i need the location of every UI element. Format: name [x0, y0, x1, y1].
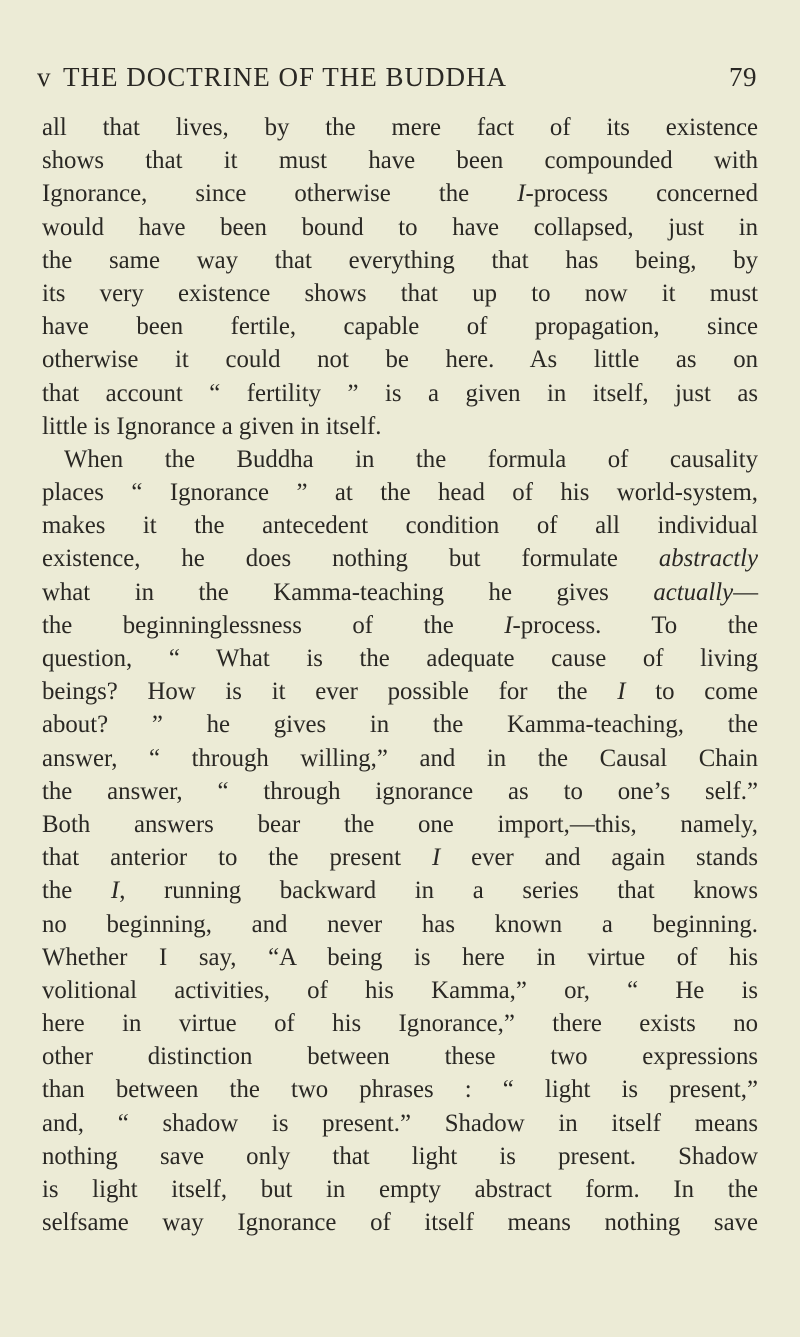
text-line — [42, 211, 758, 244]
text-segment: places “ Ignorance ” at the head of his world-system, — [42, 479, 758, 507]
text-segment: have been fertile, capable of propagation, since — [42, 313, 758, 341]
text-line — [42, 742, 758, 775]
text-segment: the answer, “ through ignorance as to one’s self.” — [42, 777, 758, 805]
text-line — [42, 443, 758, 476]
text-line — [42, 177, 758, 210]
text-line — [42, 111, 758, 144]
text-line — [42, 1206, 758, 1239]
text-segment: what in the Kamma-teaching he gives — [42, 578, 654, 606]
italic-segment: actually — [653, 578, 734, 606]
text-segment: than between the two phrases : “ light is present,” — [42, 1076, 758, 1104]
text-segment: — — [733, 578, 758, 606]
italic-segment: I — [517, 180, 526, 208]
text-segment: nothing save only that light is present. Shadow — [42, 1142, 758, 1170]
italic-segment: I — [617, 678, 626, 706]
text-line — [42, 609, 758, 642]
text-segment: all that lives, by the mere fact of its existence — [42, 114, 758, 141]
page-number: 79 — [729, 62, 757, 92]
text-line — [42, 476, 758, 509]
text-line — [42, 310, 758, 343]
text-segment: here in virtue of his Ignorance,” there exists no — [42, 1010, 758, 1038]
text-line — [42, 808, 758, 841]
text-line — [42, 908, 758, 941]
text-segment: otherwise it could not be here. As little as on — [42, 346, 758, 374]
text-segment: selfsame way Ignorance of itself means nothing save — [42, 1209, 758, 1237]
text-line — [42, 144, 758, 177]
text-line — [42, 377, 758, 410]
text-line — [42, 841, 758, 874]
text-segment: Both answers bear the one import,—this, namely, — [42, 810, 758, 838]
text-segment: existence, he does nothing but formulate — [42, 545, 659, 573]
text-segment: volitional activities, of his Kamma,” or, “ He is — [42, 976, 758, 1004]
italic-segment: I — [504, 611, 513, 639]
text-segment: Ignorance, since otherwise the — [42, 180, 518, 208]
text-line — [42, 1007, 758, 1040]
body-text — [42, 111, 758, 1239]
text-segment: other distinction between these two expressions — [42, 1043, 758, 1071]
text-segment: about? ” he gives in the Kamma-teaching, the — [42, 711, 758, 739]
text-segment: ever and again stands — [440, 844, 758, 872]
text-line — [42, 576, 758, 609]
running-head — [37, 62, 757, 102]
text-segment: its very existence shows that up to now it must — [42, 279, 758, 307]
text-line — [42, 1107, 758, 1140]
italic-segment: I — [431, 844, 441, 872]
chapter-title: THE DOCTRINE OF THE BUDDHA — [63, 62, 507, 92]
text-line — [42, 343, 758, 376]
text-segment: shows that it must have been compounded with — [42, 147, 758, 175]
text-segment: is light itself, but in empty abstract form. In the — [42, 1176, 758, 1203]
text-segment: -process. To the — [512, 611, 758, 639]
text-segment: little is Ignorance a given in itself. — [42, 412, 382, 440]
text-segment: question, “ What is the adequate cause of living — [42, 645, 758, 672]
text-segment: that account “ fertility ” is a given in itself, just as — [42, 379, 758, 407]
text-line — [42, 542, 758, 575]
text-segment: no beginning, and never has known a beginning. — [42, 910, 758, 938]
text-segment: the same way that everything that has being, by — [42, 246, 758, 274]
text-line — [42, 410, 758, 443]
text-segment: answer, “ through willing,” and in the Causal Chain — [42, 744, 758, 772]
text-segment: , running backward in a series that knows — [119, 877, 758, 905]
text-line — [42, 277, 758, 310]
text-segment: -process concerned — [525, 180, 758, 208]
text-segment: beings? How is it ever possible for the — [42, 678, 618, 706]
text-segment: the — [42, 877, 111, 905]
text-line — [42, 708, 758, 741]
text-line — [42, 874, 758, 907]
text-line — [42, 974, 758, 1007]
text-segment: and, “ shadow is present.” Shadow in itself means — [42, 1109, 758, 1137]
text-segment: makes it the antecedent condition of all individual — [42, 512, 758, 540]
text-line — [42, 1073, 758, 1106]
text-line — [42, 509, 758, 542]
text-line — [42, 941, 758, 974]
text-line — [42, 675, 758, 708]
text-segment: When the Buddha in the formula of causality — [64, 445, 758, 473]
text-segment: to come — [625, 678, 758, 706]
italic-segment: I — [110, 877, 120, 905]
text-line — [42, 1140, 758, 1173]
text-segment: that anterior to the present — [42, 844, 432, 872]
text-line — [42, 775, 758, 808]
text-line — [42, 244, 758, 277]
text-line — [42, 1040, 758, 1073]
italic-segment: abstractly — [658, 545, 758, 573]
text-segment: Whether I say, “A being is here in virtue of his — [42, 943, 758, 971]
text-line — [42, 642, 758, 675]
text-segment: would have been bound to have collapsed, just in — [42, 213, 758, 241]
text-segment: the beginninglessness of the — [42, 611, 505, 639]
chapter-number: v — [37, 62, 51, 92]
text-line — [42, 1173, 758, 1206]
